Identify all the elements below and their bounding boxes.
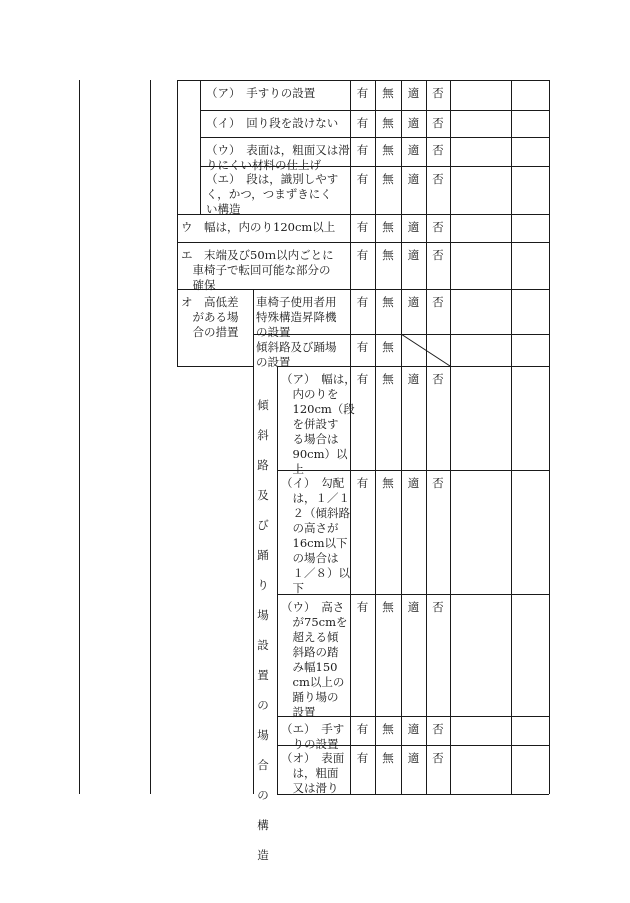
mark-yes: 有 bbox=[356, 476, 369, 490]
row-10-item-line: 超える傾 bbox=[281, 630, 339, 644]
row-11-item-line: りの設置 bbox=[281, 737, 339, 751]
row-10-item-line: み幅150 bbox=[281, 660, 338, 674]
mark-no: 無 bbox=[382, 295, 394, 309]
mark-yes: 有 bbox=[356, 751, 369, 765]
mark-ok: 適 bbox=[407, 116, 420, 130]
row-9-item-line: ２（傾斜路 bbox=[281, 506, 350, 520]
mark-ok: 適 bbox=[407, 86, 420, 100]
vertical-heading-char: の bbox=[257, 788, 269, 802]
row-3-item-line: い構造 bbox=[206, 202, 241, 216]
mark-ok: 適 bbox=[407, 143, 420, 157]
row-9-item-line: は，１／１ bbox=[281, 491, 350, 505]
mark-ng: 否 bbox=[432, 248, 444, 262]
mark-no: 無 bbox=[382, 143, 394, 157]
row-2-item-line: （ウ） 表面は，粗面又は滑 bbox=[206, 143, 350, 157]
mark-ng: 否 bbox=[432, 172, 444, 186]
vertical-heading bbox=[255, 398, 271, 878]
mark-ng: 否 bbox=[432, 600, 444, 614]
o-heading-line: オ 高低差 bbox=[181, 295, 239, 309]
mark-ok: 適 bbox=[407, 248, 420, 262]
vertical-heading-char: び bbox=[257, 518, 269, 532]
row-8-item-line: を併設す bbox=[281, 417, 339, 431]
mark-yes: 有 bbox=[356, 722, 369, 736]
row-7-item-line: 傾斜路及び踊場 bbox=[256, 340, 337, 354]
mark-yes: 有 bbox=[356, 172, 369, 186]
mark-yes: 有 bbox=[356, 295, 369, 309]
row-12-item-line: は，粗面 bbox=[281, 766, 339, 780]
vertical-heading-char: 路 bbox=[257, 458, 269, 472]
row-5-item-line: 車椅子で転回可能な部分の bbox=[181, 263, 331, 277]
row-10-item-line: cm以上の bbox=[281, 675, 345, 689]
mark-ok: 適 bbox=[407, 172, 420, 186]
mark-no: 無 bbox=[382, 248, 394, 262]
vertical-heading-char: 造 bbox=[257, 848, 269, 862]
vertical-heading-char: 合 bbox=[257, 758, 269, 772]
row-8-item-line: 内のりを bbox=[281, 387, 339, 401]
row-10-item-line: 踊り場の bbox=[281, 690, 339, 704]
row-9-item-line: の場合は bbox=[281, 551, 339, 565]
row-11-item-line: （エ） 手す bbox=[281, 722, 345, 736]
vertical-heading-char: 傾 bbox=[257, 398, 269, 412]
mark-no: 無 bbox=[382, 220, 394, 234]
vertical-heading-char: 置 bbox=[257, 668, 269, 682]
mark-yes: 有 bbox=[356, 143, 369, 157]
mark-no: 無 bbox=[382, 751, 394, 765]
mark-no: 無 bbox=[382, 172, 394, 186]
mark-no: 無 bbox=[382, 340, 394, 354]
row-4-item-line: ウ 幅は，内のり120cm以上 bbox=[181, 220, 336, 234]
row-10-item-line: が75cmを bbox=[281, 615, 348, 629]
mark-ok: 適 bbox=[407, 600, 420, 614]
row-6-item-line: 特殊構造昇降機 bbox=[256, 310, 337, 324]
row-6-item-line: の設置 bbox=[256, 325, 291, 339]
mark-ok: 適 bbox=[407, 722, 420, 736]
row-5-item-line: 確保 bbox=[181, 278, 216, 292]
vertical-heading-char: 場 bbox=[257, 608, 269, 622]
row-9-item-line: 16cm以下 bbox=[281, 536, 348, 550]
row-5-item-line: エ 末端及び50ｍ以内ごとに bbox=[181, 248, 334, 262]
row-2-item-line: りにくい材料の仕上げ bbox=[206, 158, 321, 172]
row-8-item-line: る場合は bbox=[281, 432, 339, 446]
mark-ok: 適 bbox=[407, 220, 420, 234]
mark-ng: 否 bbox=[432, 722, 444, 736]
row-8-item-line: 120cm（段 bbox=[281, 402, 355, 416]
vertical-heading-char: 及 bbox=[257, 488, 269, 502]
row-0-item-line: （ア） 手すりの設置 bbox=[206, 86, 316, 100]
mark-ng: 否 bbox=[432, 116, 444, 130]
mark-ng: 否 bbox=[432, 751, 444, 765]
row-7-item-line: の設置 bbox=[256, 355, 291, 369]
mark-yes: 有 bbox=[356, 340, 369, 354]
mark-no: 無 bbox=[382, 600, 394, 614]
row-10-item-line: 設置 bbox=[281, 705, 316, 719]
mark-yes: 有 bbox=[356, 248, 369, 262]
row-8-item-line: 90cm）以 bbox=[281, 447, 348, 461]
mark-no: 無 bbox=[382, 722, 394, 736]
mark-yes: 有 bbox=[356, 86, 369, 100]
mark-no: 無 bbox=[382, 372, 394, 386]
mark-no: 無 bbox=[382, 116, 394, 130]
mark-yes: 有 bbox=[356, 600, 369, 614]
mark-ng: 否 bbox=[432, 295, 444, 309]
row-9-item-line: の高さが bbox=[281, 521, 339, 535]
vertical-heading-char: 設 bbox=[257, 638, 269, 652]
vertical-heading-char: り bbox=[257, 578, 269, 592]
mark-ng: 否 bbox=[432, 372, 444, 386]
vertical-heading-char: 斜 bbox=[257, 428, 269, 442]
mark-ng: 否 bbox=[432, 220, 444, 234]
o-heading-line: がある場 bbox=[181, 310, 239, 324]
vertical-heading-char: の bbox=[257, 698, 269, 712]
mark-ok: 適 bbox=[407, 751, 420, 765]
row-6-item-line: 車椅子使用者用 bbox=[256, 295, 337, 309]
mark-ng: 否 bbox=[432, 86, 444, 100]
row-8-item-line: （ア） 幅は， bbox=[281, 372, 356, 386]
row-9-item-line: １／８）以 bbox=[281, 566, 350, 580]
vertical-heading-char: 構 bbox=[257, 818, 269, 832]
row-1-item-line: （イ） 回り段を設けない bbox=[206, 116, 339, 130]
vertical-heading-char: 場 bbox=[257, 728, 269, 742]
row-10-item-line: 斜路の踏 bbox=[281, 645, 339, 659]
row-9-item-line: （イ） 勾配 bbox=[281, 476, 345, 490]
mark-yes: 有 bbox=[356, 116, 369, 130]
mark-yes: 有 bbox=[356, 372, 369, 386]
o-heading-line: 合の措置 bbox=[181, 325, 239, 339]
mark-yes: 有 bbox=[356, 220, 369, 234]
mark-ng: 否 bbox=[432, 143, 444, 157]
vertical-heading-char: 踊 bbox=[257, 548, 269, 562]
row-8-item-line: 上 bbox=[281, 462, 304, 476]
row-3-item-line: （エ） 段は，識別しやす bbox=[206, 172, 339, 186]
row-9-item-line: 下 bbox=[281, 581, 304, 595]
row-10-item-line: （ウ） 高さ bbox=[281, 600, 345, 614]
row-12-item-line: 又は滑り bbox=[281, 781, 339, 795]
row-12-item-line: （オ） 表面 bbox=[281, 751, 345, 765]
mark-no: 無 bbox=[382, 86, 394, 100]
mark-ng: 否 bbox=[432, 476, 444, 490]
mark-ok: 適 bbox=[407, 372, 420, 386]
mark-ok: 適 bbox=[407, 476, 420, 490]
mark-no: 無 bbox=[382, 476, 394, 490]
mark-ok: 適 bbox=[407, 295, 420, 309]
row-3-item-line: く，かつ，つまずきにく bbox=[206, 187, 332, 201]
